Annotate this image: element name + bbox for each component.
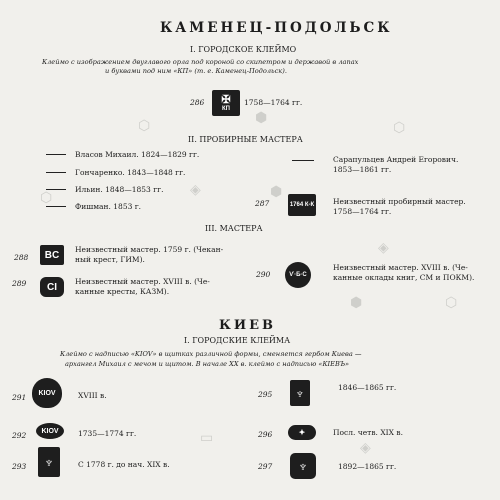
assay-mark-1764-icon: 1764 К-К (288, 194, 316, 216)
kiov-heart-mark-icon: KIOV (32, 378, 62, 408)
section-heading-city-mark: I. ГОРОДСКОЕ КЛЕЙМО (190, 45, 297, 54)
bleed-through-mark: ⬡ (40, 190, 53, 206)
bleed-through-mark: ◈ (190, 182, 201, 198)
no-mark-dash (46, 172, 66, 173)
bleed-through-mark: ⬢ (255, 110, 268, 126)
item-number-291: 291 (12, 393, 27, 402)
mark-291-dates: XVIII в. (78, 391, 107, 400)
archangel-octagon-mark-icon: ♆ (290, 453, 316, 479)
section-heading-masters: III. МАСТЕРА (205, 224, 263, 233)
bleed-through-mark: ⬡ (445, 295, 458, 311)
section-heading-assay-masters: II. ПРОБИРНЫЕ МАСТЕРА (188, 135, 303, 144)
unknown-assay-line1: Неизвестный пробирный мастер. (333, 197, 466, 206)
bleed-through-mark: ◈ (360, 440, 371, 456)
item-number-296: 296 (258, 430, 273, 439)
archangel-shield-mark-icon: ♆ (290, 380, 310, 406)
kiev-script-mark-icon: ✦ (288, 425, 316, 440)
city-title-kamenets: КАМЕНЕЦ-ПОДОЛЬСК (160, 20, 393, 36)
unknown-assay-line2: 1758—1764 гг. (333, 207, 392, 216)
eagle-hallmark-icon: ✠ КП (212, 90, 240, 116)
kiev-description-1: Клеймо с надписью «KIOV» в щитках различной формы, сменяется гербом Киева — (60, 350, 362, 358)
master-289-line1: Неизвестный мастер. XVIII в. (Че- (75, 277, 210, 286)
no-mark-dash (46, 206, 66, 207)
bleed-through-mark: ◈ (378, 240, 389, 256)
section-heading-city-marks: I. ГОРОДСКИЕ КЛЕЙМА (184, 336, 291, 345)
no-mark-dash (292, 160, 314, 161)
item-number-292: 292 (12, 431, 27, 440)
assay-master-5-dates: 1853—1861 гг. (333, 165, 392, 174)
bleed-through-mark: ⬢ (350, 295, 363, 311)
master-288-line1: Неизвестный мастер. 1759 г. (Чекан- (75, 245, 224, 254)
kiev-description-2: архангел Михаил с мечом и щитом. В начале XX в. клеймо с надписью «КIЕВЪ» (65, 360, 350, 368)
city-mark-description-2: и буквами под ним «КП» (т. е. Каменец-Подольск). (105, 67, 287, 75)
bleed-through-mark: ▭ (200, 430, 214, 446)
bleed-through-mark: ⬢ (270, 184, 283, 200)
master-290-line2: канные оклады книг, СМ и ПОКМ). (333, 273, 475, 282)
item-number-286: 286 (190, 98, 205, 107)
item-number-297: 297 (258, 462, 273, 471)
assay-master-3: Ильин. 1848—1853 гг. (75, 185, 164, 194)
mark-letters: КП (222, 105, 230, 112)
mark-296-dates: Посл. четв. XIX в. (333, 428, 403, 437)
master-289-line2: канные кресты, КАЗМ). (75, 287, 170, 296)
kiov-oval-mark-icon: KIOV (36, 423, 64, 439)
mark-295-dates: 1846—1865 гг. (338, 383, 397, 392)
archangel-mark-icon: ♆ (38, 447, 60, 477)
assay-master-1: Власов Михаил. 1824—1829 гг. (75, 150, 200, 159)
master-290-line1: Неизвестный мастер. XVIII в. (Че- (333, 263, 468, 272)
city-title-kiev: КИЕВ (219, 318, 277, 333)
item-number-293: 293 (12, 462, 27, 471)
item-number-289: 289 (12, 279, 27, 288)
mark-292-dates: 1735—1774 гг. (78, 429, 137, 438)
bleed-through-mark: ⬡ (138, 118, 151, 134)
item-number-295: 295 (258, 390, 273, 399)
maker-mark-bc-icon: BC (40, 245, 64, 265)
no-mark-dash (46, 154, 66, 155)
mark-297-dates: 1892—1865 гг. (338, 462, 397, 471)
master-288-line2: ный крест, ГИМ). (75, 255, 145, 264)
assay-master-2: Гончаренко. 1843—1848 гг. (75, 168, 186, 177)
city-mark-description-1: Клеймо с изображением двуглавого орла под короной со скипетром и державой в лапах (42, 58, 359, 66)
item-number-290: 290 (256, 270, 271, 279)
item-number-288: 288 (14, 253, 29, 262)
item-number-287: 287 (255, 199, 270, 208)
no-mark-dash (46, 189, 66, 190)
maker-mark-vbs-icon: Ѵ·Б·С (285, 262, 311, 288)
assay-master-4: Фишман. 1853 г. (75, 202, 142, 211)
bleed-through-mark: ⬡ (393, 120, 406, 136)
city-mark-dates: 1758—1764 гг. (244, 98, 303, 107)
assay-master-5: Сарапульцев Андрей Егорович. (333, 155, 459, 164)
maker-mark-ci-icon: CI (40, 277, 64, 297)
mark-293-dates: С 1778 г. до нач. XIX в. (78, 460, 170, 469)
